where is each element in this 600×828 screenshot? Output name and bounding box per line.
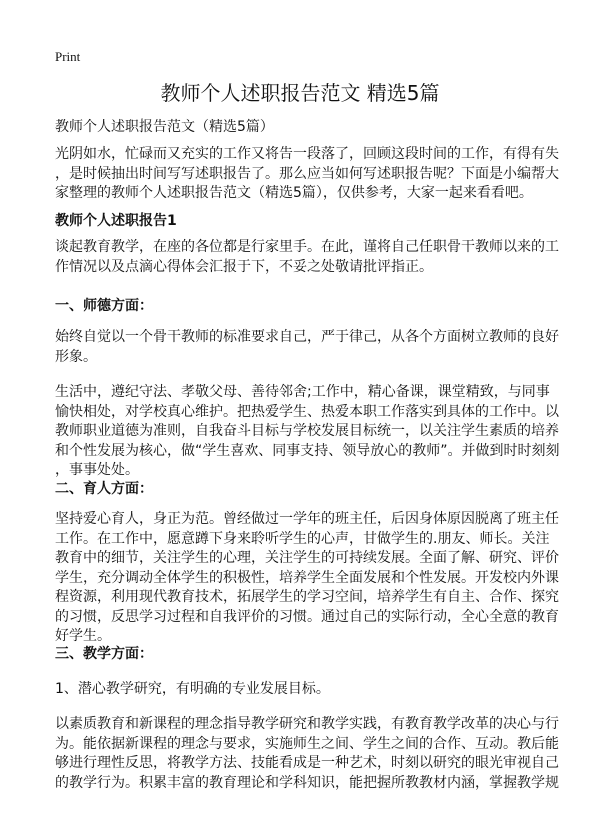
text-line: 愉快相处，对学校真心维护。把热爱学生、热爱本职工作落实到具体的工作中。以 [55, 403, 559, 420]
text-line: 的教学行为。积累丰富的教育理论和学科知识，能把握所教教材内涵，掌握教学规 [55, 774, 559, 791]
text-line: 形象。 [55, 348, 97, 365]
report-heading: 教师个人述职报告1 [55, 213, 177, 229]
text-line: 以素质教育和新课程的理念指导教学研究和教学实践，有教育教学改革的决心与行 [55, 716, 559, 732]
section-heading: 二、育人方面： [55, 481, 153, 497]
print-link[interactable]: Print [55, 49, 81, 64]
text-line: 家整理的教师个人述职报告范文（精选5篇），仅供参考，大家一起来看看吧。 [55, 185, 533, 201]
paragraph [55, 328, 559, 367]
text-line: 作情况以及点滴心得体会汇报于下，不妥之处敬请批评指正。 [55, 258, 433, 275]
text-line: ，事事处处。 [55, 462, 139, 478]
section-heading: 三、教学方面： [55, 646, 153, 662]
text-line: 的习惯，反思学习过程和自我评价的习惯。通过自己的实际行动，全心全意的教育 [55, 608, 559, 625]
text-line: 够进行理性反思，将教学方法、技能看成是一种艺术，时刻以研究的眼光审视自己 [55, 755, 559, 771]
paragraph [55, 715, 559, 793]
text-line: 光阴如水，忙碌而又充实的工作又将告一段落了，回顾这段时间的工作，有得有失 [55, 146, 559, 162]
text-line: 为。能依据新课程的理念与要求，实施师生之间、学生之间的合作、互动。教后能 [55, 735, 559, 752]
text-line: 坚持爱心育人，身正为范。曾经做过一学年的班主任，后因身体原因脱离了班主任 [55, 511, 559, 527]
text-line: 好学生。 [55, 628, 111, 644]
text-line: 始终自觉以一个骨干教师的标准要求自己，严于律己，从各个方面树立教师的良好 [55, 329, 559, 345]
paragraph [55, 510, 559, 647]
text-line: 和个性发展为核心，做“学生喜欢、同事支持、领导放心的教师”。并做到时时刻刻 [55, 442, 560, 459]
page-title: 教师个人述职报告范文 精选5篇 [160, 81, 440, 105]
text-line: 教师职业道德为准则，自我奋斗目标与学校发展目标统一，以关注学生素质的培养 [55, 423, 559, 439]
text-line: 生活中，遵纪守法、孝敬父母、善待邻舍;工作中，精心备课，课堂精致，与同事 [55, 384, 550, 400]
text-line: 谈起教育教学，在座的各位都是行家里手。在此，谨将自己任职骨干教师以来的工 [55, 239, 559, 255]
text-line: 程资源，利用现代教育技术，拓展学生的学习空间，培养学生有自主、合作、探究 [55, 589, 559, 605]
paragraph [55, 383, 560, 481]
opening-paragraph [55, 238, 559, 277]
subtitle: 教师个人述职报告范文（精选5篇） [55, 119, 274, 135]
intro-paragraph [55, 145, 559, 204]
text-line: 工作。在工作中，愿意蹲下身来聆听学生的心声，甘做学生的.朋友、师长。关注 [55, 530, 550, 547]
section-heading: 一、师德方面： [55, 298, 153, 314]
text-line: 学生，充分调动全体学生的积极性，培养学生全面发展和个性发展。开发校内外课 [55, 569, 559, 586]
text-line: 教育中的细节，关注学生的心理，关注学生的可持续发展。全面了解、研究、评价 [55, 550, 559, 566]
text-line: ，是时候抽出时间写写述职报告了。那么应当如何写述职报告呢？下面是小编帮大 [55, 165, 559, 182]
list-item: 1、潜心教学研究，有明确的专业发展目标。 [55, 681, 330, 697]
